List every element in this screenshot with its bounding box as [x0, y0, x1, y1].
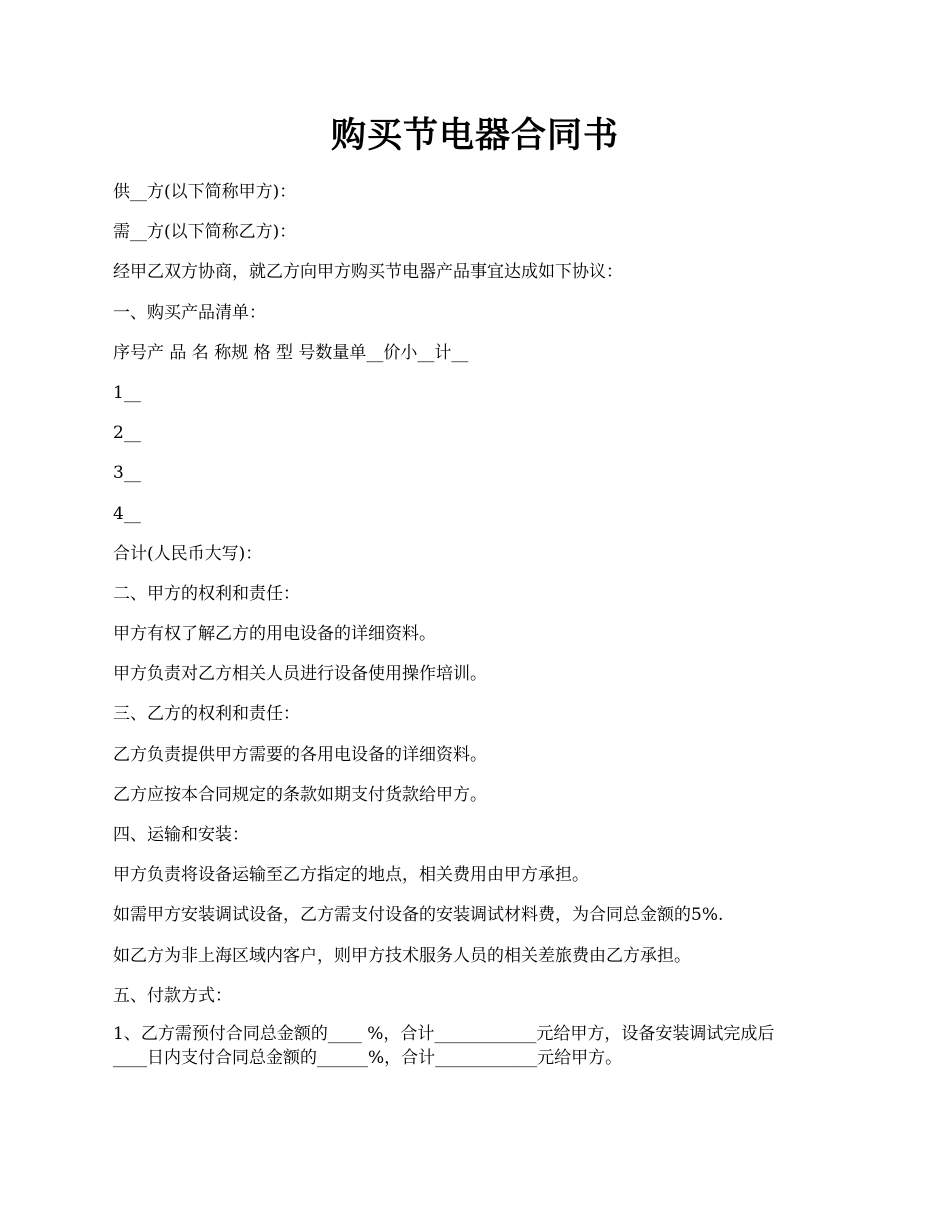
clause-text: 乙方应按本合同规定的条款如期支付货款给甲方。: [113, 784, 487, 805]
agreement-intro: 经甲乙双方协商，就乙方向甲方购买节电器产品事宜达成如下协议：: [113, 262, 623, 283]
clause-text: 如需甲方安装调试设备，乙方需支付设备的安装调试材料费，为合同总金额的5%.: [113, 905, 724, 926]
payment-clause-line-1: 1、乙方需预付合同总金额的____ %，合计____________元给甲方，设备安装调试完成后: [113, 1023, 775, 1044]
section-heading-party-b: 三、乙方的权利和责任：: [113, 704, 300, 725]
section-heading-party-a: 二、甲方的权利和责任：: [113, 583, 300, 604]
document-title: 购买节电器合同书: [330, 115, 619, 156]
section-heading-payment: 五、付款方式：: [113, 985, 232, 1006]
section-heading-products: 一、购买产品清单：: [113, 302, 266, 323]
product-row: 1__: [113, 382, 141, 403]
payment-clause-line-2: ____日内支付合同总金额的______%，合计____________元给甲方。: [113, 1047, 623, 1068]
clause-text: 如乙方为非上海区域内客户，则甲方技术服务人员的相关差旅费由乙方承担。: [113, 945, 691, 966]
payment-clause: [113, 1022, 838, 1070]
supplier-line: 供__方(以下简称甲方)：: [113, 182, 297, 202]
product-row: 3__: [113, 463, 141, 484]
section-heading-transport: 四、运输和安装：: [113, 825, 249, 845]
product-row: 4__: [113, 503, 141, 524]
clause-text: 甲方有权了解乙方的用电设备的详细资料。: [113, 624, 436, 645]
document-body: [113, 178, 838, 1070]
product-row: 2__: [113, 423, 141, 444]
clause-text: 甲方负责将设备运输至乙方指定的地点，相关费用由甲方承担。: [113, 865, 589, 886]
buyer-line: 需__方(以下简称乙方)：: [113, 222, 297, 243]
product-table-header: 序号产 品 名 称规 格 型 号数量单__价小__计__: [113, 342, 469, 363]
total-line: 合计(人民币大写)：: [113, 543, 263, 564]
clause-text: 甲方负责对乙方相关人员进行设备使用操作培训。: [113, 664, 487, 685]
clause-text: 乙方负责提供甲方需要的各用电设备的详细资料。: [113, 744, 487, 765]
